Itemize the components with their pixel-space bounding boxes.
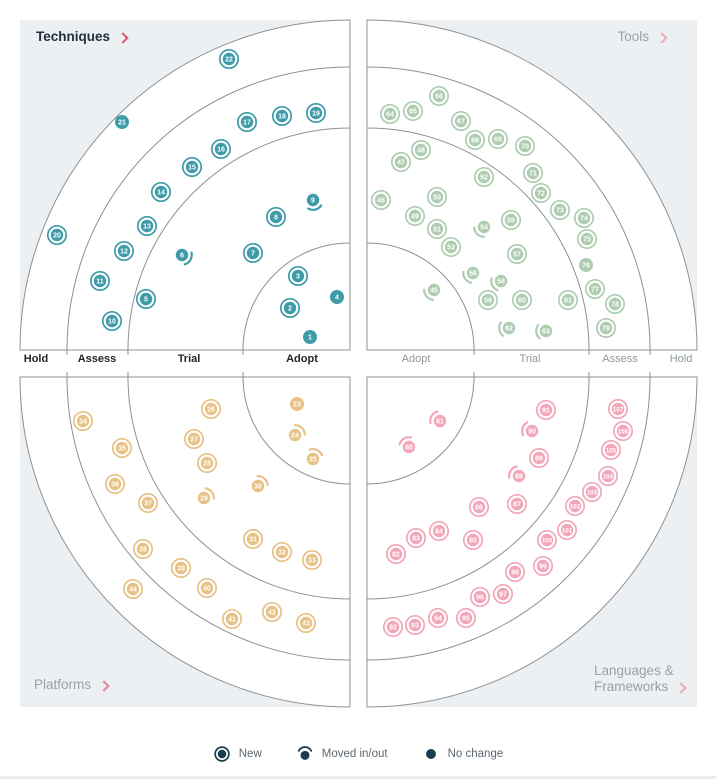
svg-text:92: 92 (389, 624, 397, 632)
svg-text:27: 27 (190, 436, 198, 444)
svg-text:86: 86 (475, 504, 483, 512)
svg-text:64: 64 (386, 111, 394, 119)
svg-text:33: 33 (308, 557, 316, 565)
ring-label-right-assess: Assess (602, 353, 638, 365)
svg-text:32: 32 (278, 549, 286, 557)
svg-text:30: 30 (254, 483, 262, 491)
quadrant-languages-frameworks (367, 372, 697, 707)
svg-text:22: 22 (225, 56, 233, 64)
svg-text:18: 18 (278, 113, 286, 121)
svg-text:93: 93 (411, 622, 419, 630)
quadrant-label-techniques[interactable] (36, 29, 127, 45)
svg-text:4: 4 (335, 294, 339, 302)
svg-text:49: 49 (411, 213, 419, 221)
svg-text:41: 41 (228, 616, 236, 624)
blip-76[interactable] (579, 258, 593, 272)
quadrant-tools (367, 20, 697, 355)
quadrant-label-languages-frameworks[interactable] (594, 663, 685, 695)
svg-text:101: 101 (561, 527, 573, 535)
svg-text:23: 23 (293, 401, 301, 409)
svg-text:82: 82 (392, 551, 400, 559)
svg-text:1: 1 (308, 334, 312, 342)
svg-text:68: 68 (471, 137, 479, 145)
ring-label-right-adopt: Adopt (401, 353, 431, 365)
svg-text:79: 79 (602, 325, 610, 333)
svg-text:54: 54 (480, 224, 488, 232)
svg-text:11: 11 (96, 278, 104, 286)
svg-text:47: 47 (397, 159, 405, 167)
svg-text:102: 102 (569, 503, 581, 511)
svg-text:26: 26 (207, 406, 215, 414)
svg-text:77: 77 (591, 286, 599, 294)
svg-text:3: 3 (296, 273, 300, 281)
svg-text:106: 106 (617, 428, 629, 436)
blip-21[interactable] (115, 115, 129, 129)
svg-text:69: 69 (494, 136, 502, 144)
ring-label-left-assess: Assess (77, 353, 117, 365)
svg-text:14: 14 (157, 189, 165, 197)
quadrant-label-languages-line1: Languages & (594, 663, 674, 678)
quadrant-label-platforms[interactable] (34, 677, 108, 693)
svg-text:15: 15 (188, 164, 196, 172)
legend-item-moved (296, 745, 388, 763)
svg-text:91: 91 (542, 407, 550, 415)
svg-text:62: 62 (505, 325, 513, 333)
svg-text:56: 56 (469, 270, 477, 278)
svg-text:45: 45 (430, 287, 438, 295)
svg-text:48: 48 (417, 147, 425, 155)
legend (0, 745, 716, 763)
svg-text:28: 28 (203, 460, 211, 468)
svg-text:46: 46 (377, 197, 385, 205)
svg-text:98: 98 (511, 569, 519, 577)
svg-text:66: 66 (435, 93, 443, 101)
ring-label-left-hold: Hold (23, 353, 49, 365)
svg-text:5: 5 (144, 296, 148, 304)
svg-text:96: 96 (476, 594, 484, 602)
svg-text:43: 43 (302, 620, 310, 628)
svg-text:29: 29 (200, 495, 208, 503)
svg-text:35: 35 (118, 445, 126, 453)
svg-text:76: 76 (582, 262, 590, 270)
svg-text:51: 51 (433, 226, 441, 234)
svg-text:21: 21 (118, 119, 126, 127)
chevron-right-icon (98, 680, 109, 691)
svg-text:7: 7 (251, 250, 255, 258)
svg-text:61: 61 (564, 297, 572, 305)
svg-text:17: 17 (243, 119, 251, 127)
legend-item-no-change (422, 745, 504, 763)
svg-text:53: 53 (447, 244, 455, 252)
legend-item-new (213, 745, 262, 763)
ring-label-left-adopt: Adopt (286, 353, 318, 365)
svg-text:100: 100 (541, 537, 553, 545)
svg-text:70: 70 (521, 143, 529, 151)
svg-text:71: 71 (529, 170, 537, 178)
blip-4[interactable] (330, 290, 344, 304)
svg-text:65: 65 (409, 108, 417, 116)
svg-text:25: 25 (309, 456, 317, 464)
chevron-right-icon (117, 32, 128, 43)
svg-text:90: 90 (528, 428, 536, 436)
quadrant-label-platforms-text: Platforms (34, 677, 92, 692)
svg-text:67: 67 (457, 118, 465, 126)
svg-text:44: 44 (129, 586, 137, 594)
svg-text:95: 95 (462, 615, 470, 623)
moved-blip-icon (296, 745, 314, 763)
svg-text:75: 75 (583, 236, 591, 244)
svg-text:89: 89 (535, 455, 543, 463)
quadrant-label-techniques-text: Techniques (36, 29, 111, 44)
legend-label-no-change: No change (447, 748, 504, 760)
svg-text:87: 87 (513, 501, 521, 509)
svg-text:36: 36 (111, 481, 119, 489)
svg-text:105: 105 (605, 447, 617, 455)
svg-text:42: 42 (268, 609, 276, 617)
svg-text:60: 60 (518, 297, 526, 305)
svg-text:84: 84 (435, 528, 443, 536)
quadrant-label-tools[interactable] (617, 29, 666, 45)
svg-text:59: 59 (484, 297, 492, 305)
svg-text:104: 104 (602, 473, 614, 481)
svg-text:50: 50 (433, 194, 441, 202)
ring-label-right-trial: Trial (519, 353, 541, 365)
blip-1[interactable] (303, 330, 317, 344)
quadrant-label-tools-text: Tools (617, 29, 649, 44)
svg-text:6: 6 (180, 252, 184, 260)
svg-text:99: 99 (539, 563, 547, 571)
svg-text:74: 74 (580, 215, 588, 223)
svg-text:103: 103 (586, 489, 598, 497)
svg-text:16: 16 (217, 146, 225, 154)
quadrant-platforms (20, 372, 350, 707)
quadrant-label-languages-line2: Frameworks (594, 679, 669, 694)
svg-text:31: 31 (249, 536, 257, 544)
svg-text:2: 2 (288, 305, 292, 313)
svg-text:72: 72 (537, 190, 545, 198)
svg-text:57: 57 (513, 251, 521, 259)
svg-text:63: 63 (542, 328, 550, 336)
svg-text:34: 34 (79, 418, 87, 426)
legend-label-moved: Moved in/out (321, 748, 388, 760)
svg-text:58: 58 (497, 278, 505, 286)
chevron-right-icon (676, 682, 687, 693)
svg-text:80: 80 (405, 444, 413, 452)
svg-text:81: 81 (436, 418, 444, 426)
legend-label-new: New (238, 748, 262, 760)
chevron-right-icon (656, 32, 667, 43)
blip-23[interactable] (290, 397, 304, 411)
svg-text:107: 107 (612, 406, 624, 414)
svg-text:39: 39 (177, 565, 185, 573)
svg-text:20: 20 (53, 232, 61, 240)
ring-label-left-trial: Trial (177, 353, 201, 365)
svg-text:19: 19 (312, 110, 320, 118)
svg-text:52: 52 (480, 174, 488, 182)
svg-text:12: 12 (120, 248, 128, 256)
svg-text:94: 94 (434, 615, 442, 623)
svg-text:83: 83 (412, 535, 420, 543)
quadrant-techniques (20, 20, 350, 355)
svg-text:37: 37 (144, 500, 152, 508)
svg-text:55: 55 (507, 217, 515, 225)
ring-label-right-hold: Hold (669, 353, 693, 365)
svg-text:38: 38 (139, 546, 147, 554)
new-blip-icon (213, 745, 231, 763)
svg-text:10: 10 (108, 318, 116, 326)
svg-text:13: 13 (143, 223, 151, 231)
svg-text:8: 8 (274, 214, 278, 222)
svg-text:85: 85 (469, 537, 477, 545)
svg-text:88: 88 (515, 473, 523, 481)
no-change-blip-icon (422, 745, 440, 763)
svg-text:9: 9 (311, 197, 315, 205)
svg-text:24: 24 (291, 432, 299, 440)
svg-text:73: 73 (556, 207, 564, 215)
svg-text:78: 78 (611, 301, 619, 309)
svg-text:97: 97 (499, 591, 507, 599)
svg-text:40: 40 (203, 585, 211, 593)
